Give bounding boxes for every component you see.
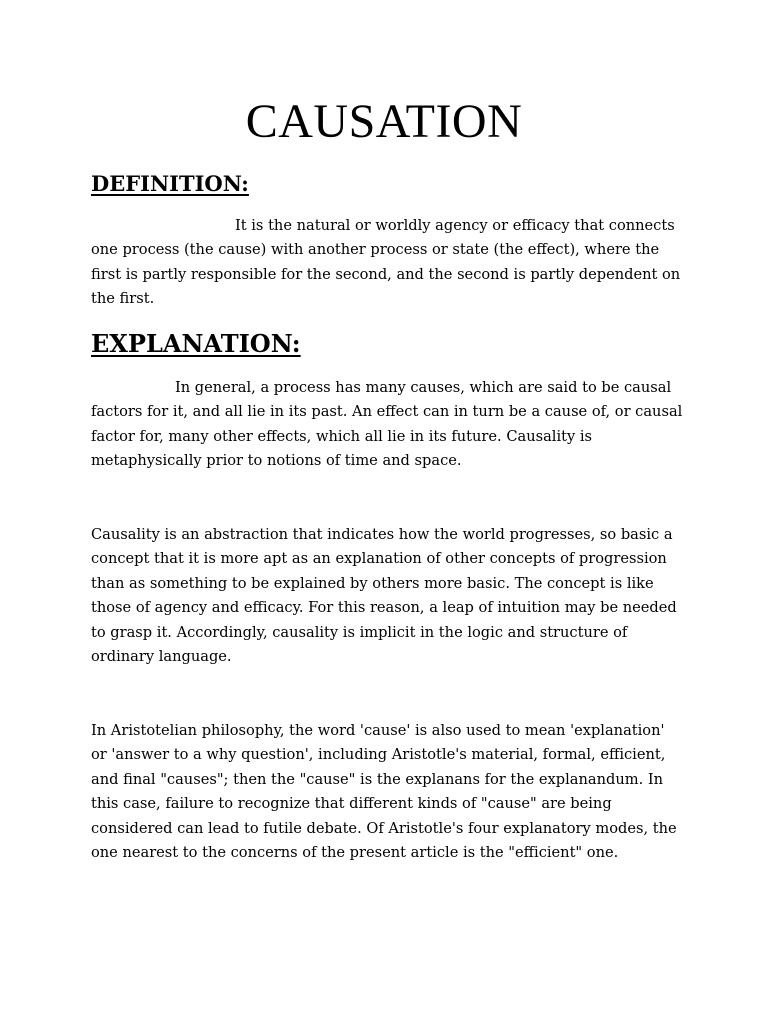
explanation-heading: EXPLANATION: bbox=[91, 329, 301, 358]
document-title: CAUSATION bbox=[245, 95, 523, 148]
explanation-paragraph-1: In general, a process has many causes, which are said to be causal factors for it, and all lie in its past. An effect can in turn be a cause of, or causal factor for, many other effects, which all lie in its future. Causality is metaphysically prior to notions of time and space. bbox=[91, 379, 683, 470]
explanation-paragraph-2: Causality is an abstraction that indicates how the world progresses, so basic a concept that it is more apt as an explanation of other concepts of progression than as something to be explained by others more basic. The concept is like those of agency and efficacy. For this reason, a leap of intuition may be needed to grasp it. Accordingly, causality is implicit in the logic and structure of ordinary language. bbox=[91, 526, 677, 666]
definition-paragraph: It is the natural or worldly agency or efficacy that connects one process (the cause) with another process or state (the effect), where the first is partly responsible for the second, and the second is partly dependent on the first. bbox=[91, 217, 681, 308]
definition-heading: DEFINITION: bbox=[91, 171, 249, 196]
explanation-paragraph-3: In Aristotelian philosophy, the word 'cause' is also used to mean 'explanation' or 'answer to a why question', including Aristotle's material, formal, efficient, and final "causes"; then the "cause" is the explanans for the explanandum. In this case, failure to recognize that different kinds of "cause" are being considered can lead to futile debate. Of Aristotle's four explanatory modes, the one nearest to the concerns of the present article is the "efficient" one. bbox=[91, 722, 677, 862]
